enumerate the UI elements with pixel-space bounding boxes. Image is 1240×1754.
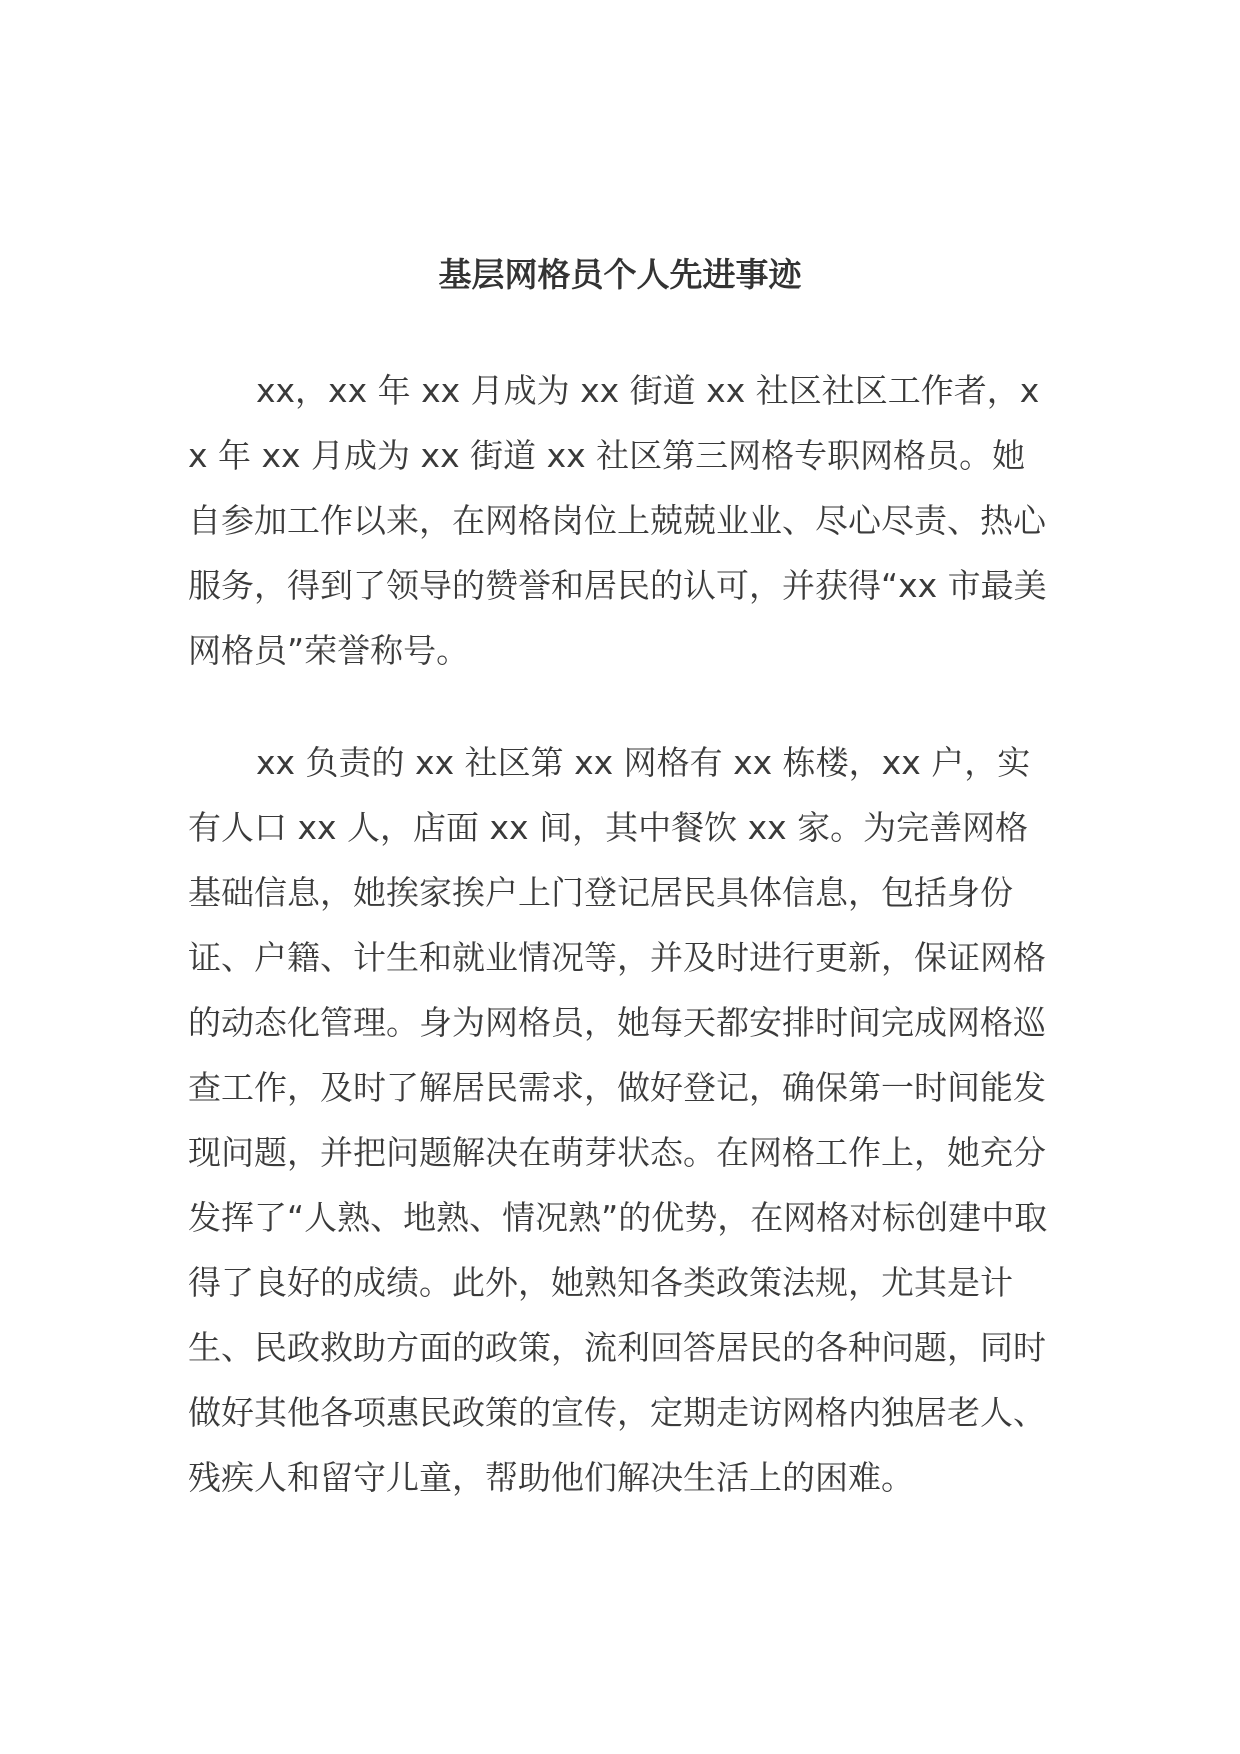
document-title: 基层网格员个人先进事迹 [438,255,802,294]
paragraph-intro: xx，xx 年 xx 月成为 xx 街道 xx 社区社区工作者，xx 年 xx 月成为 xx 街道 xx 社区第三网格专职网格员。她自参加工作以来，在网格岗位上兢兢业业、尽心尽责、热心服务，得到了领导的赞誉和居民的认可，并获得“xx 市最美网格员”荣誉称号。 [188,371,1047,670]
paragraph-work-details: xx 负责的 xx 社区第 xx 网格有 xx 栋楼，xx 户，实有人口 xx 人，店面 xx 间，其中餐饮 xx 家。为完善网格基础信息，她挨家挨户上门登记居民具体信息，包括身份证、户籍、计生和就业情况等，并及时进行更新，保证网格的动态化管理。身为网格员，她每天都安排时间完成网格巡查工作，及时了解居民需求，做好登记，确保第一时间能发现问题，并把问题解决在萌芽状态。在网格工作上，她充分发挥了“人熟、地熟、情况熟”的优势，在网格对标创建中取得了良好的成绩。此外，她熟知各类政策法规，尤其是计生、民政救助方面的政策，流利回答居民的各种问题，同时做好其他各项惠民政策的宣传，定期走访网格内独居老人、残疾人和留守儿童，帮助他们解决生活上的困难。 [188,743,1048,1497]
